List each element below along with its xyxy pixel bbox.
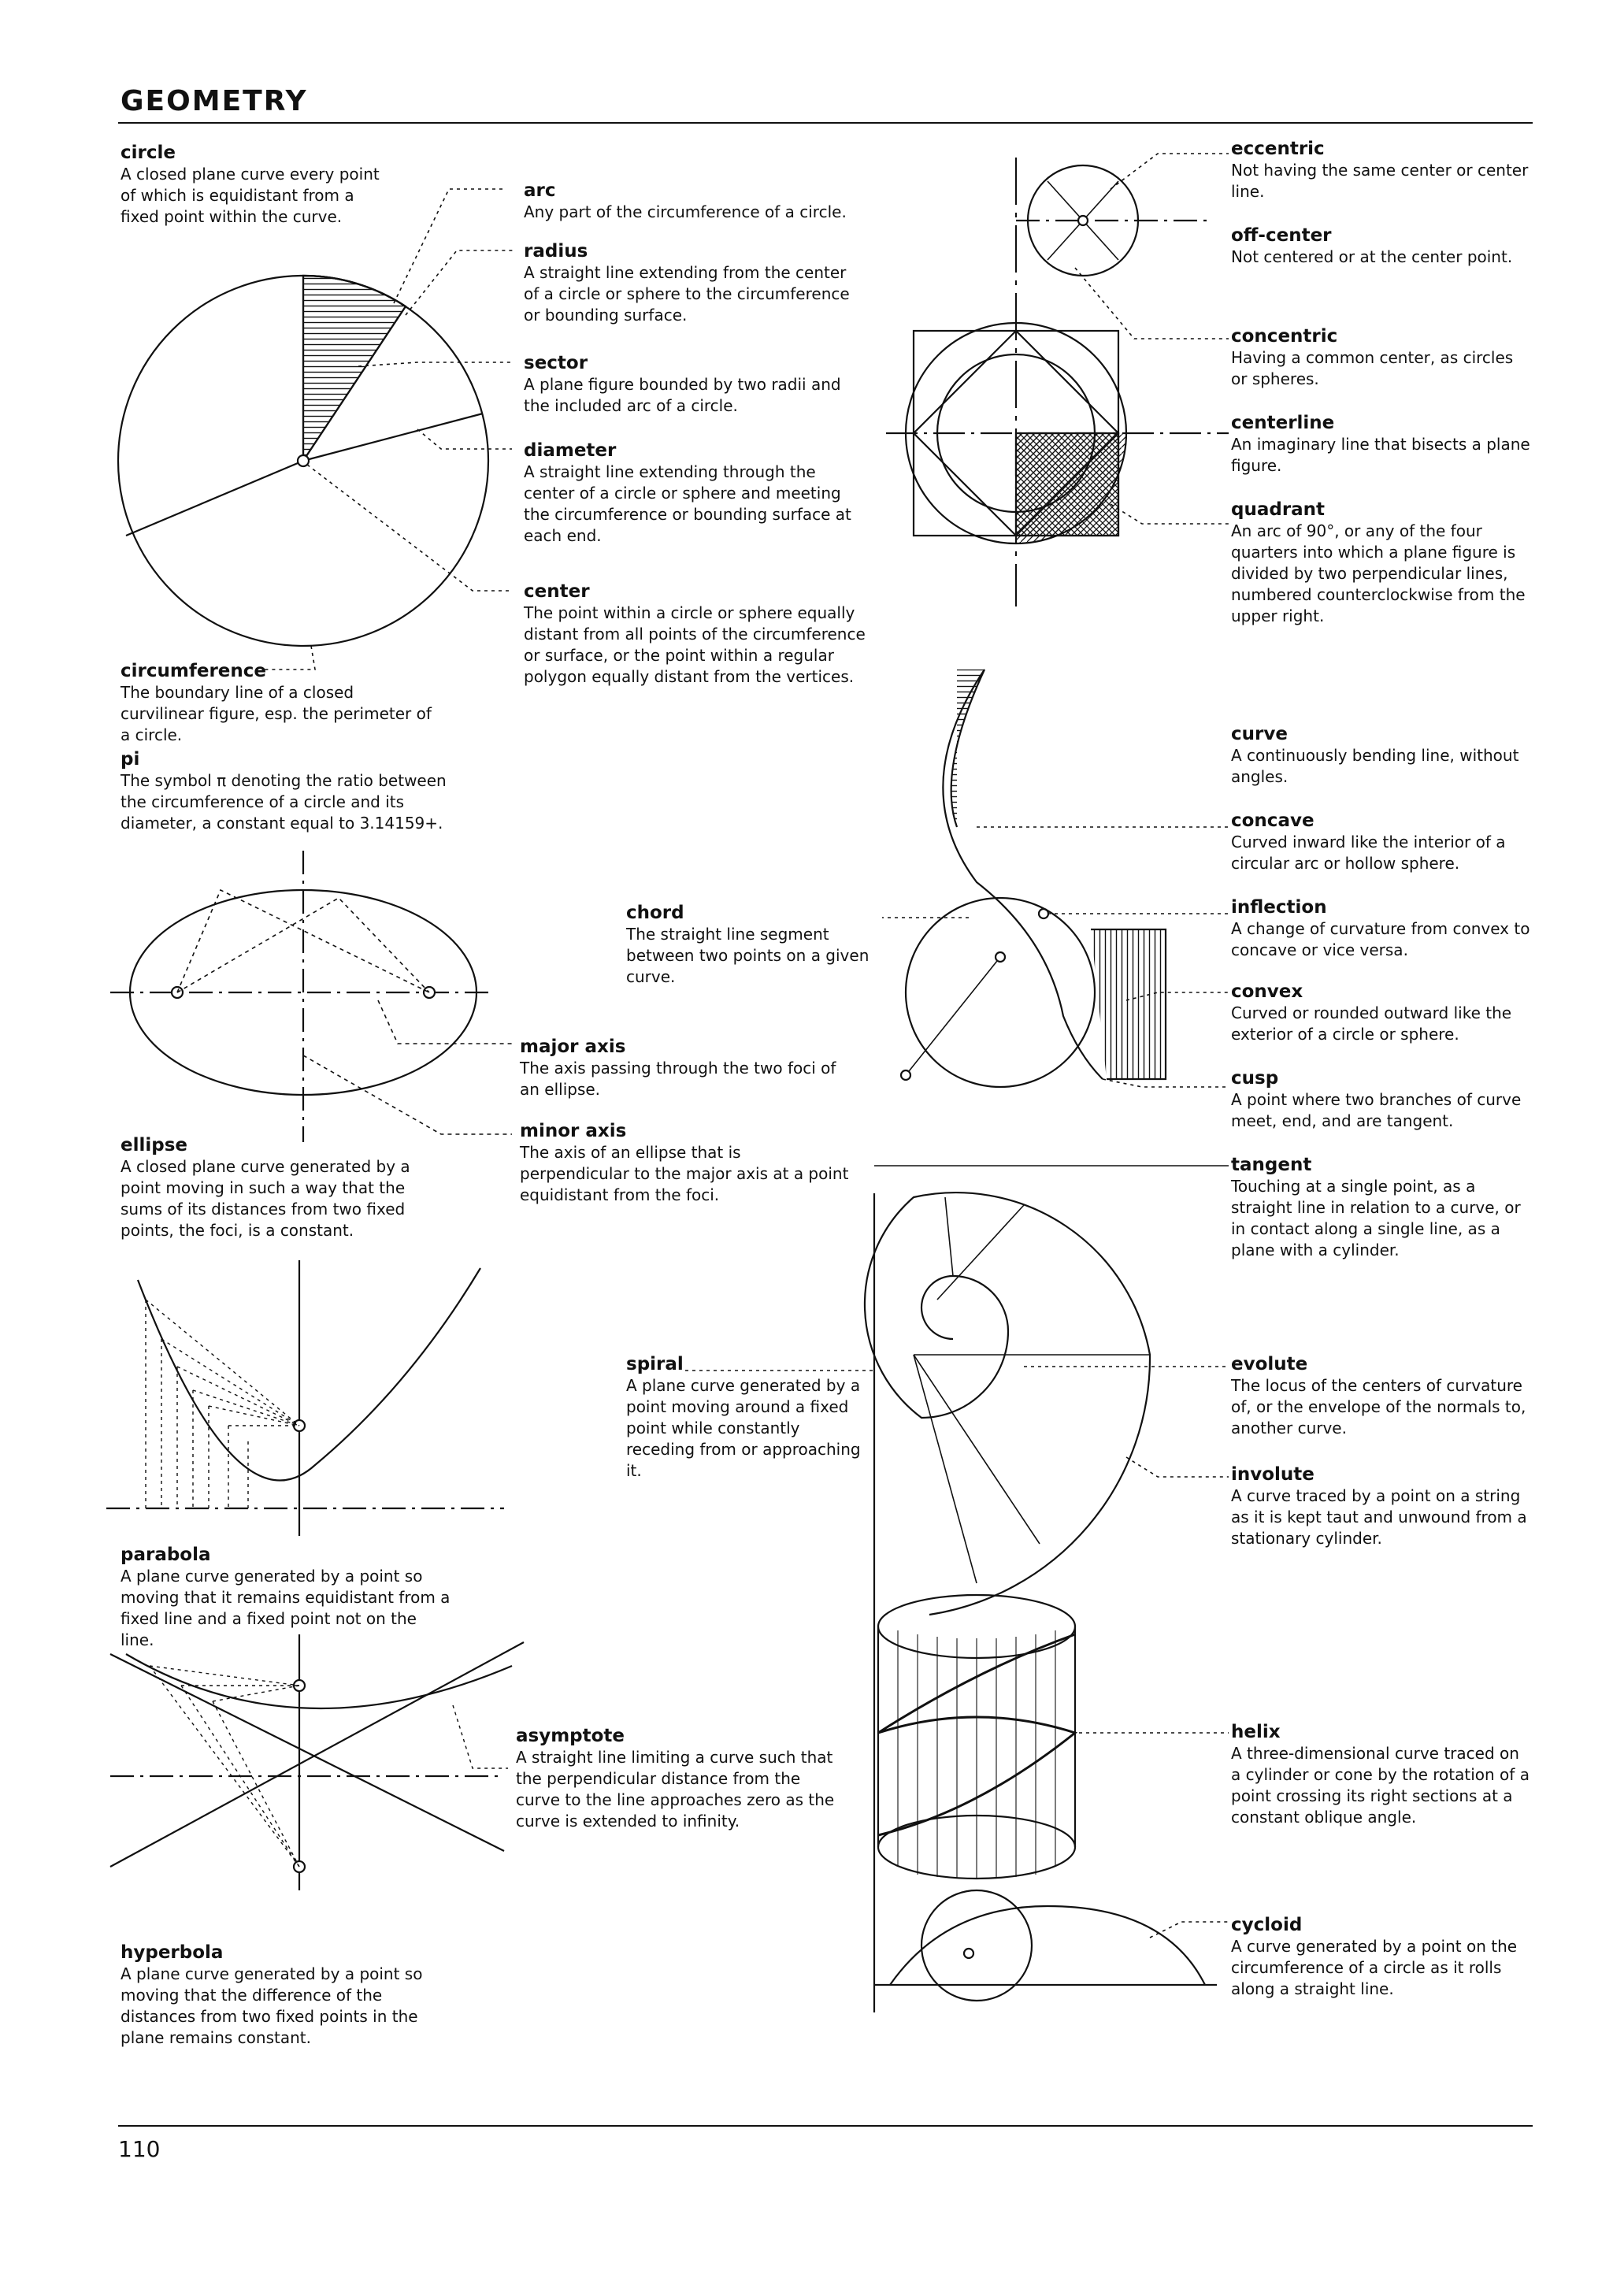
definition-text: The point within a circle or sphere equally distant from all points of the circumference or surface, or the point within a regular polygon equally distant from the vertices. bbox=[524, 603, 866, 686]
term-label: cusp bbox=[1231, 1068, 1279, 1089]
term-label: spiral bbox=[626, 1354, 684, 1374]
term-label: major axis bbox=[520, 1037, 626, 1057]
definition-text: Having a common center, as circles or spheres. bbox=[1231, 348, 1514, 388]
helix-diagram bbox=[878, 1595, 1229, 1879]
term-label: concave bbox=[1231, 810, 1315, 831]
entry-ellipse bbox=[121, 1134, 451, 1241]
entry-diameter bbox=[524, 440, 855, 547]
entry-hyperbola bbox=[121, 1942, 451, 2049]
entry-tangent bbox=[1231, 1154, 1530, 1261]
term-label: eccentric bbox=[1231, 139, 1325, 159]
definition-text: A continuously bending line, without angles. bbox=[1231, 746, 1519, 786]
entry-major-axis bbox=[520, 1036, 851, 1100]
entry-parabola bbox=[121, 1544, 451, 1651]
entry-evolute bbox=[1231, 1353, 1530, 1439]
entry-concave bbox=[1231, 810, 1530, 874]
term-label: diameter bbox=[524, 440, 617, 461]
entry-helix bbox=[1231, 1721, 1530, 1828]
page-number: 110 bbox=[118, 2136, 161, 2162]
term-label: concentric bbox=[1231, 326, 1338, 347]
entry-convex bbox=[1231, 981, 1530, 1045]
cycloid-diagram bbox=[874, 1890, 1229, 2001]
entry-quadrant bbox=[1231, 499, 1530, 627]
definition-text: Curved or rounded outward like the exterior of a circle or sphere. bbox=[1231, 1003, 1512, 1044]
entry-centerline bbox=[1231, 412, 1530, 477]
parabola-diagram bbox=[106, 1260, 504, 1536]
entry-minor-axis bbox=[520, 1120, 851, 1206]
definition-text: The axis passing through the two foci of an ellipse. bbox=[520, 1059, 836, 1099]
definition-text: An arc of 90°, or any of the four quarters into which a plane figure is divided by two perpendicular lines, numbered counterclockwise from the upper right. bbox=[1231, 521, 1526, 625]
entry-concentric bbox=[1231, 325, 1530, 390]
definition-text: A plane curve generated by a point so moving that it remains equidistant from a fixed line and a fixed point not on the line. bbox=[121, 1567, 451, 1649]
definition-text: A plane curve generated by a point so moving that the difference of the distances from two fixed points in the plane remains constant. bbox=[121, 1964, 423, 2047]
definition-text: A straight line extending from the center of a circle or sphere to the circumference or bounding surface. bbox=[524, 263, 850, 325]
term-label: inflection bbox=[1231, 897, 1327, 918]
entry-pi bbox=[121, 748, 451, 834]
definition-text: A curve traced by a point on a string as it is kept taut and unwound from a stationary cylinder. bbox=[1231, 1486, 1527, 1548]
definition-text: A plane curve generated by a point moving around a fixed point while constantly receding from or approaching it. bbox=[626, 1376, 861, 1480]
term-label: hyperbola bbox=[121, 1942, 224, 1963]
definition-text: A three-dimensional curve traced on a cylinder or cone by the rotation of a point crossing its right sections at a constant oblique angle. bbox=[1231, 1744, 1530, 1827]
definition-text: A point where two branches of curve meet, end, and are tangent. bbox=[1231, 1090, 1522, 1130]
definition-text: The boundary line of a closed curvilinear figure, esp. the perimeter of a circle. bbox=[121, 683, 432, 744]
term-label: minor axis bbox=[520, 1121, 627, 1141]
entry-involute bbox=[1231, 1463, 1530, 1549]
term-label: circumference bbox=[121, 661, 266, 681]
term-label: asymptote bbox=[516, 1726, 625, 1746]
term-label: pi bbox=[121, 749, 140, 770]
term-label: parabola bbox=[121, 1545, 211, 1565]
concentric-diagram bbox=[886, 154, 1229, 606]
term-label: helix bbox=[1231, 1722, 1281, 1742]
circle-diagram bbox=[118, 189, 516, 670]
term-label: center bbox=[524, 581, 590, 602]
curve-diagram bbox=[874, 670, 1229, 1166]
entry-center bbox=[524, 580, 870, 688]
definition-text: A straight line limiting a curve such that the perpendicular distance from the curve to the line approaches zero as the curve is extended to infinity. bbox=[516, 1748, 835, 1830]
definition-text: A plane figure bounded by two radii and the included arc of a circle. bbox=[524, 375, 841, 415]
definition-text: The locus of the centers of curvature of, or the envelope of the normals to, another curve. bbox=[1231, 1376, 1526, 1437]
definition-text: A closed plane curve generated by a point moving in such a way that the sums of its distances from two fixed points, the foci, is a constant. bbox=[121, 1157, 410, 1240]
term-label: tangent bbox=[1231, 1155, 1312, 1175]
entry-radius bbox=[524, 240, 855, 326]
entry-eccentric bbox=[1231, 138, 1530, 202]
definition-text: The axis of an ellipse that is perpendicular to the major axis at a point equidistant from the foci. bbox=[520, 1143, 849, 1204]
term-label: circle bbox=[121, 143, 176, 163]
entry-inflection bbox=[1231, 896, 1530, 961]
term-label: sector bbox=[524, 353, 588, 373]
term-label: convex bbox=[1231, 981, 1303, 1002]
term-label: cycloid bbox=[1231, 1915, 1303, 1935]
term-label: chord bbox=[626, 903, 684, 923]
definition-text: Curved inward like the interior of a circular arc or hollow sphere. bbox=[1231, 833, 1506, 873]
spiral-diagram bbox=[685, 1193, 1229, 2012]
definition-text: Not having the same center or center line. bbox=[1231, 161, 1529, 201]
entry-chord bbox=[626, 902, 886, 988]
definition-text: A curve generated by a point on the circumference of a circle as it rolls along a straight line. bbox=[1231, 1937, 1518, 1998]
term-label: quadrant bbox=[1231, 499, 1326, 520]
hyperbola-diagram bbox=[110, 1634, 524, 1890]
definition-text: A change of curvature from convex to concave or vice versa. bbox=[1231, 919, 1530, 959]
term-label: arc bbox=[524, 180, 556, 201]
entry-curve bbox=[1231, 723, 1530, 788]
page-title: GEOMETRY bbox=[121, 85, 308, 117]
term-label: evolute bbox=[1231, 1354, 1308, 1374]
term-label: off-center bbox=[1231, 225, 1332, 246]
term-label: involute bbox=[1231, 1464, 1315, 1485]
definition-text: An imaginary line that bisects a plane figure. bbox=[1231, 435, 1530, 475]
term-label: ellipse bbox=[121, 1135, 188, 1155]
term-label: curve bbox=[1231, 724, 1288, 744]
ellipse-diagram bbox=[110, 851, 512, 1142]
definition-text: Touching at a single point, as a straight line in relation to a curve, or in contact along a single line, as a plane with a cylinder. bbox=[1231, 1177, 1521, 1259]
entry-circumference bbox=[121, 660, 436, 746]
definition-text: A straight line extending through the center of a circle or sphere and meeting the circumference or bounding surface at each end. bbox=[524, 462, 851, 545]
definition-text: Any part of the circumference of a circle. bbox=[524, 202, 847, 221]
definition-text: A closed plane curve every point of which is equidistant from a fixed point within the curve. bbox=[121, 165, 380, 226]
term-label: centerline bbox=[1231, 413, 1335, 433]
entry-spiral bbox=[626, 1353, 862, 1482]
entry-cusp bbox=[1231, 1067, 1530, 1132]
entry-circle bbox=[121, 142, 388, 228]
term-label: radius bbox=[524, 241, 588, 261]
entry-cycloid bbox=[1231, 1914, 1530, 2000]
entry-off-center bbox=[1231, 224, 1530, 268]
entry-sector bbox=[524, 352, 855, 417]
entry-asymptote bbox=[516, 1725, 847, 1832]
definition-text: The symbol π denoting the ratio between the circumference of a circle and its diameter, a constant equal to 3.14159+. bbox=[121, 771, 447, 833]
entry-arc bbox=[524, 180, 855, 223]
definition-text: Not centered or at the center point. bbox=[1231, 247, 1513, 266]
definition-text: The straight line segment between two points on a given curve. bbox=[626, 925, 870, 986]
